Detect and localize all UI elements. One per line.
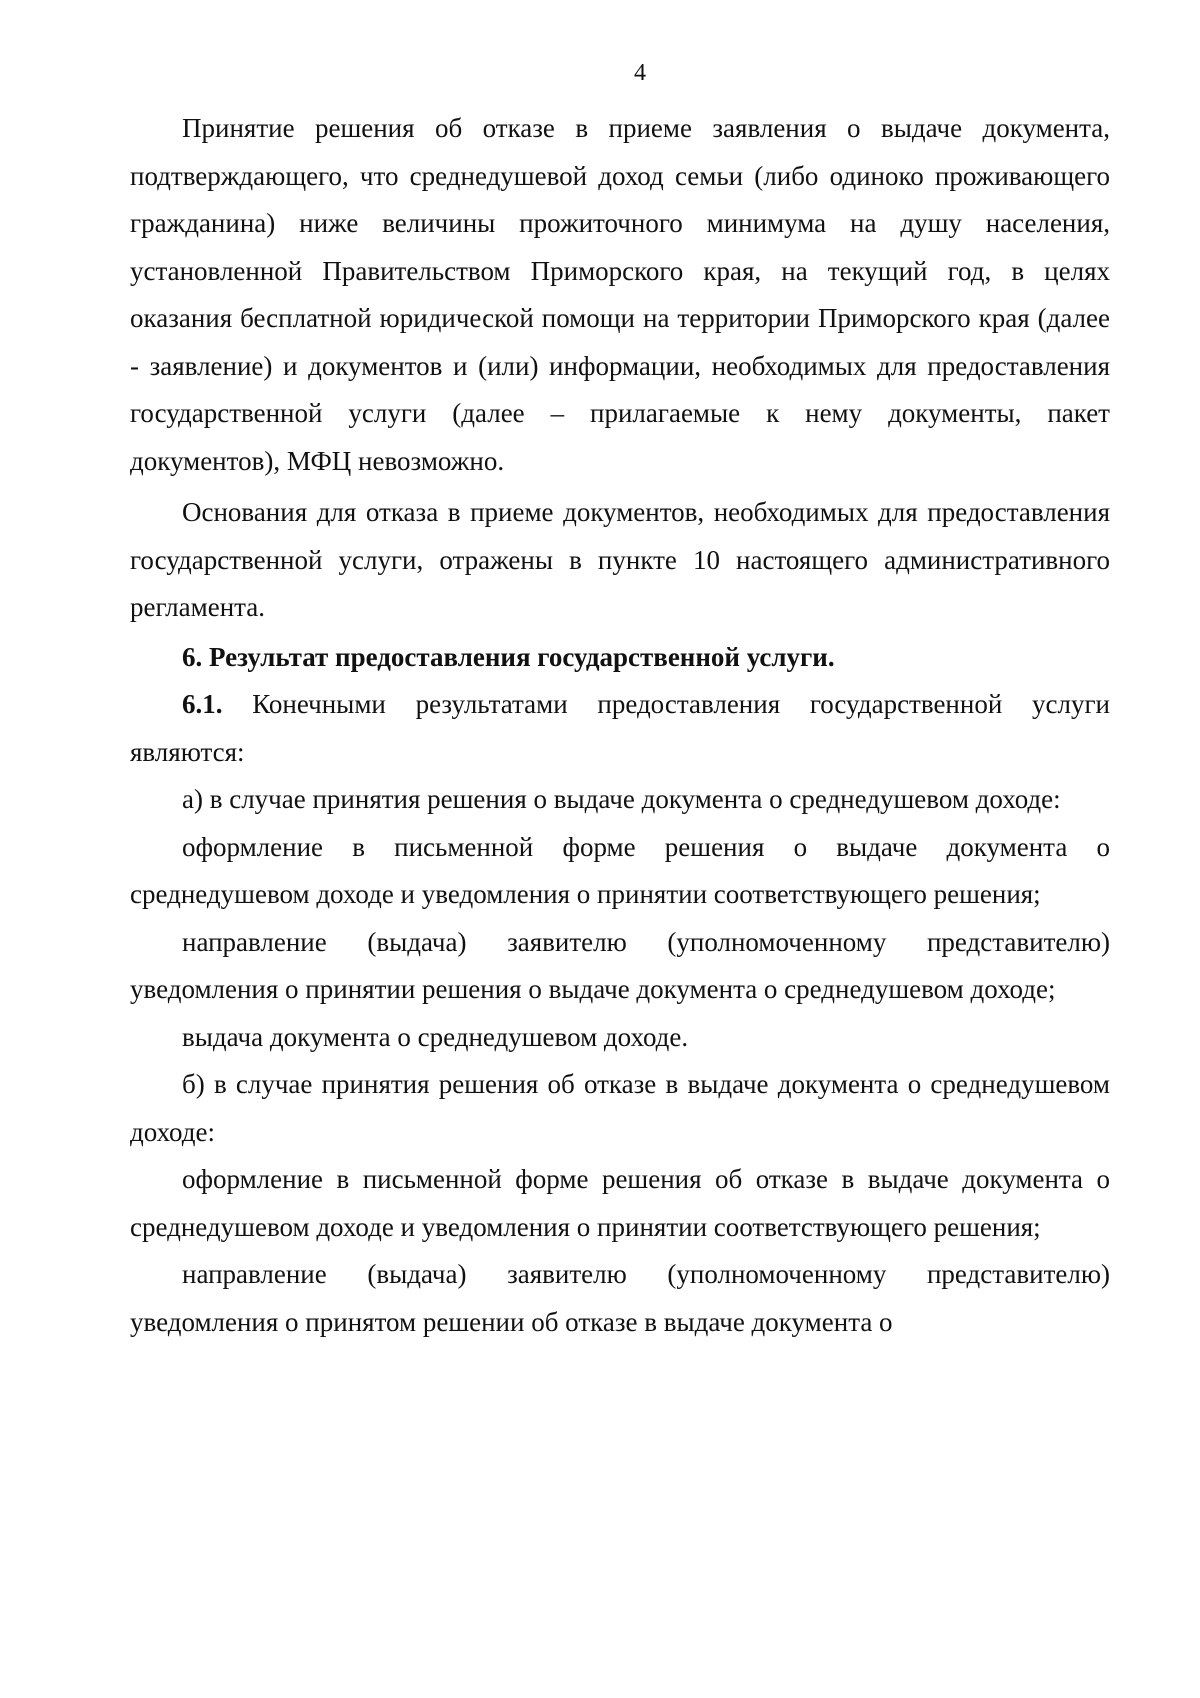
paragraph-case-b: б) в случае принятия решения об отказе в выдаче документа о среднедушевом доходе: <box>130 1069 1110 1147</box>
paragraph-refusal-grounds: Основания для отказа в приеме документов, необходимых для предоставления государственной услуги, отражены в пункте 10 настоящего административного регламента. <box>130 497 1110 622</box>
paragraph-case-a: а) в случае принятия решения о выдаче документа о среднедушевом доходе: <box>182 784 1061 814</box>
paragraph-case-b-item-2: направление (выдача) заявителю (уполномоченному представителю) уведомления о принятом решении об отказе в выдаче документа о <box>130 1259 1110 1337</box>
page-number: 4 <box>634 60 646 86</box>
paragraph-case-a-item-3: выдача документа о среднедушевом доходе. <box>182 1021 689 1052</box>
paragraph-6-1 <box>130 681 1110 776</box>
section-heading-6: 6. Результат предоставления государственной услуги. <box>182 641 835 672</box>
clause-text-6-1: Конечными результатами предоставления государственной услуги являются: <box>130 689 1110 767</box>
paragraph-case-a-item-1: оформление в письменной форме решения о выдаче документа о среднедушевом доходе и уведомления о принятии соответствующего решения; <box>130 831 1110 909</box>
paragraph-case-a-item-2: направление (выдача) заявителю (уполномоченному представителю) уведомления о принятии решения о выдаче документа о среднедушевом доходе; <box>130 926 1110 1004</box>
clause-number-6-1: 6.1. <box>182 689 223 719</box>
document-page <box>130 50 1110 1346</box>
paragraph-case-b-item-1: оформление в письменной форме решения об отказе в выдаче документа о среднедушевом доходе и уведомления о принятии соответствующего решения; <box>130 1164 1110 1242</box>
paragraph-refusal-decision: Принятие решения об отказе в приеме заявления о выдаче документа, подтверждающего, что среднедушевой доход семьи (либо одиноко проживающего гражданина) ниже величины прожиточного минимума на душу населения, установленной Правительством Приморского края, на текущий год, в целях оказания бесплатной юридической помощи на территории Приморского края (далее - заявление) и документов и (или) информации, необходимых для предоставления государственной услуги (далее – прилагаемые к нему документы, пакет документов), МФЦ невозможно. <box>130 113 1110 476</box>
